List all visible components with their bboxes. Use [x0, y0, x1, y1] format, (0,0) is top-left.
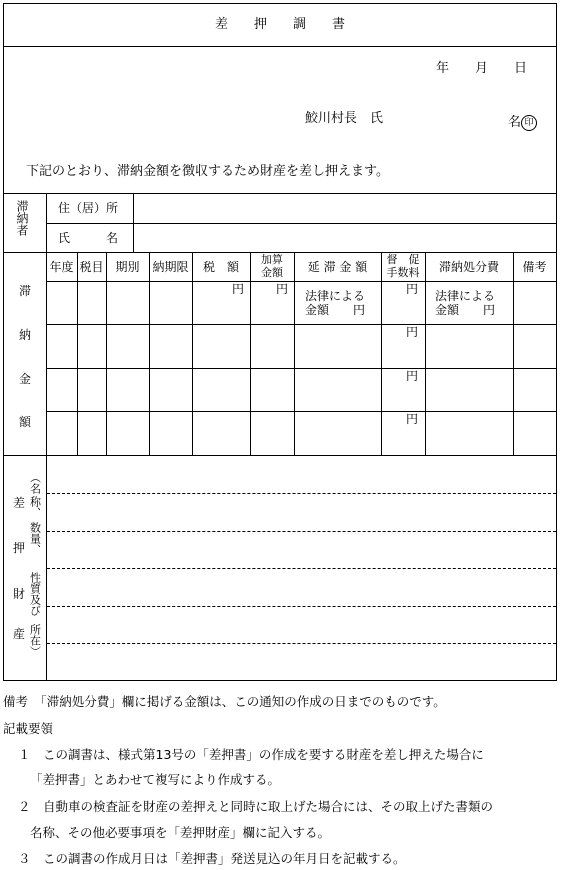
delinquency-by-law-1: 法律による — [305, 289, 366, 303]
name-label: 氏 名 — [58, 231, 119, 245]
seal-label: 名 — [508, 115, 522, 130]
amounts-label-2: 納 — [18, 328, 31, 342]
intro-text: 下記のとおり、滞納金額を徴収するため財産を差し押えます。 — [26, 164, 389, 179]
remark-note: 備考 「滞納処分費」欄に掲げる金額は、この通知の作成の日までのものです。 — [3, 694, 446, 709]
tax-amount-yen: 円 — [232, 282, 245, 296]
property-main-2: 押 — [13, 541, 26, 555]
col-additional-1: 加算 — [261, 253, 283, 266]
note-item-3: ３ この調書の作成月日は「差押書」発送見込の年月日を記載する。 — [18, 851, 406, 866]
col-remarks: 備考 — [522, 260, 547, 274]
notes-heading: 記載要領 — [3, 721, 54, 736]
delinquency-by-law-2: 金額 円 — [305, 303, 366, 317]
additional-yen: 円 — [276, 282, 289, 296]
dunning-yen-row-2: 円 — [406, 325, 419, 339]
form-title: 差 押 調 書 — [214, 17, 345, 32]
note-item-1a: １ この調書は、様式第13号の「差押書」の作成を要する財産を差し押えた場合に — [18, 747, 484, 762]
note-item-1b: 「差押書」とあわせて複写により作成する。 — [30, 772, 281, 787]
col-year: 年度 — [49, 260, 74, 274]
col-dunning-1: 督 促 — [386, 253, 420, 266]
col-disposal: 滞納処分費 — [438, 260, 499, 274]
property-main-1: 差 — [13, 496, 26, 510]
address-label: 住（居）所 — [58, 201, 119, 215]
amounts-label-4: 額 — [18, 415, 31, 429]
col-tax-amount: 税 額 — [202, 260, 239, 274]
property-main-3: 財 — [13, 587, 26, 601]
property-main-4: 産 — [13, 627, 26, 641]
col-period: 期別 — [115, 260, 140, 274]
property-note-5: 所在） — [28, 624, 42, 657]
property-note-2: 称、 — [28, 496, 42, 518]
dunning-yen-row-4: 円 — [406, 412, 419, 426]
taxpayer-group-label: 滞納者 — [15, 200, 29, 236]
note-item-2a: ２ 自動車の検査証を財産の差押えと同時に取上げた場合には、その取上げた書類の — [18, 799, 494, 814]
note-item-2b: 名称、その他必要事項を「差押財産」欄に記入する。 — [30, 825, 331, 840]
dunning-yen-row-1: 円 — [406, 282, 419, 296]
amounts-label-3: 金 — [18, 372, 31, 386]
col-additional-2: 金額 — [261, 266, 283, 279]
property-note-1: （名 — [28, 472, 42, 494]
property-note-3: 数量、 — [28, 522, 42, 555]
property-note-4: 性質及び — [28, 572, 42, 616]
disposal-by-law-2: 金額 円 — [435, 303, 496, 317]
col-tax-item: 税目 — [79, 260, 104, 274]
disposal-by-law-1: 法律による — [435, 289, 496, 303]
col-dunning-2: 手数料 — [386, 266, 420, 279]
col-delinquency: 延 滞 金 額 — [307, 260, 368, 274]
col-due-date: 納期限 — [152, 260, 189, 274]
amounts-label-1: 滞 — [18, 284, 31, 298]
dunning-yen-row-3: 円 — [406, 369, 419, 383]
seal-mark: 印 — [521, 115, 537, 131]
seal-area — [508, 111, 537, 131]
issuer-name: 鮫川村長 氏 — [305, 111, 384, 126]
date-label: 年 月 日 — [436, 61, 528, 76]
